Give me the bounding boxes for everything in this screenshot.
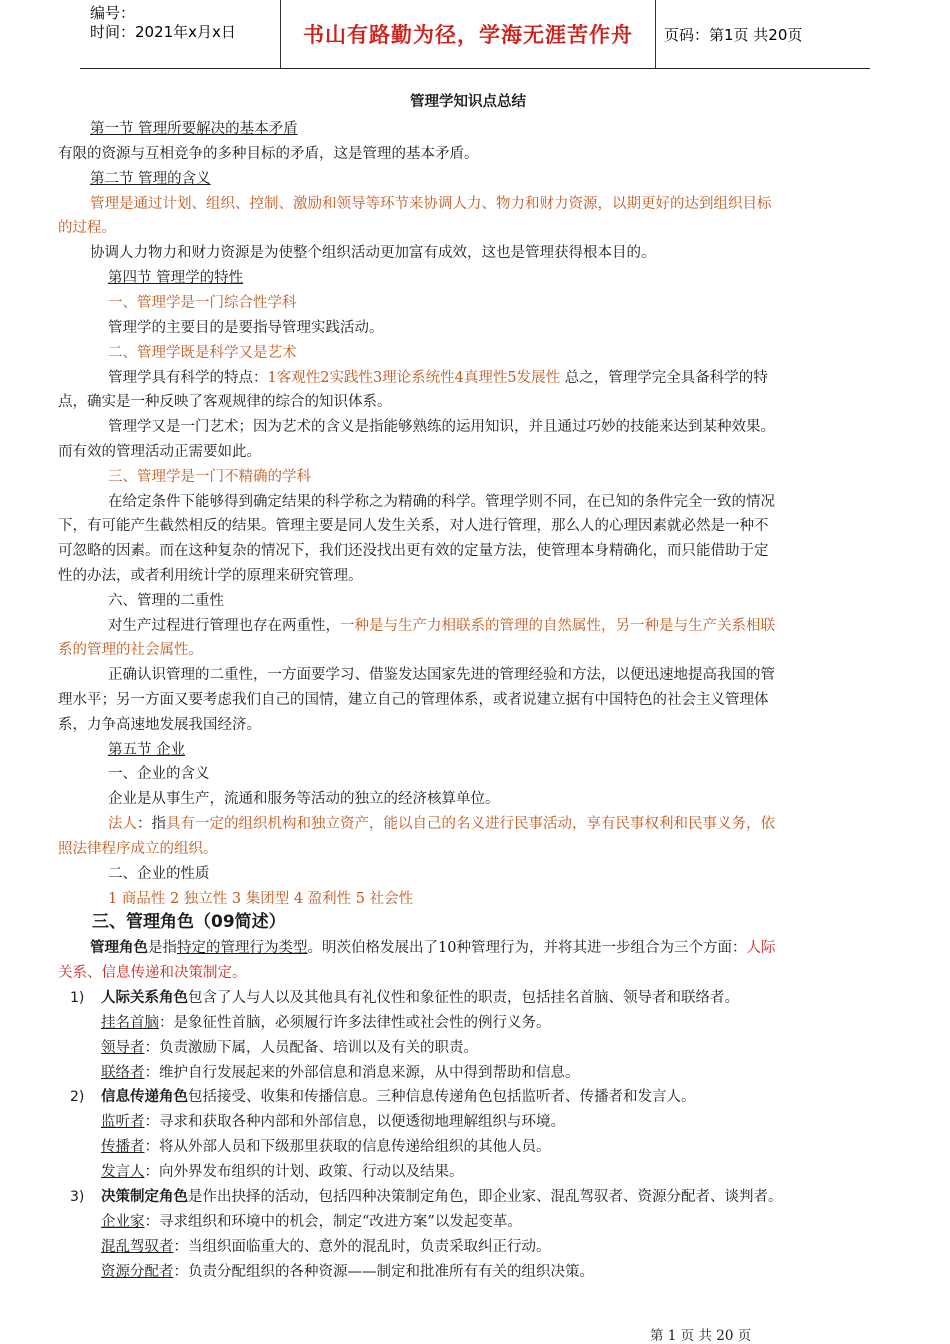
paragraph-line: 协调人力物力和财力资源是为使整个组织活动更加富有成效，这也是管理获得根本目的。 <box>90 245 656 261</box>
highlight-run: 法人 <box>108 816 137 832</box>
paragraph-line: 下，有可能产生截然相反的结果。管理主要是同人发生关系，对人进行管理，那么人的心理因素就必然是一种不 <box>58 518 769 534</box>
text-run: ：向外界发布组织的计划、政策、行动以及结果。 <box>144 1164 464 1180</box>
text-run: 是作出抉择的活动，包括四种决策制定角色，即企业家、混乱驾驭者、资源分配者、谈判者。 <box>188 1189 783 1205</box>
subheading: 二、管理学既是科学又是艺术 <box>108 345 297 361</box>
paragraph-line: 正确认识管理的二重性，一方面要学习、借鉴发达国家先进的管理经验和方法，以便迅速地提高我国的管 <box>108 667 775 683</box>
text-run: 包含了人与人以及其他具有礼仪性和象征性的职责，包括挂名首脑、领导者和联络者。 <box>188 990 739 1006</box>
highlight-run: 人际 <box>746 940 776 956</box>
term-run: 挂名首脑 <box>101 1015 159 1031</box>
list-item <box>101 1087 696 1107</box>
paragraph-line <box>108 368 768 388</box>
text-run: 总之，管理学完全具备科学的特 <box>560 370 768 386</box>
subheading: 一、企业的含义 <box>108 766 210 782</box>
highlight-run: 一种是与生产力相联系的管理的自然属性，另一种是与生产关系相联 <box>340 618 775 634</box>
paragraph-line: 理水平；另一方面又要考虑我们自己的国情，建立自己的管理体系，或者说建立据有中国特色的社会主义管理体 <box>58 692 769 708</box>
section-heading: 第四节 管理学的特性 <box>108 270 244 286</box>
term-run: 联络者 <box>101 1065 145 1081</box>
time-label: 时间：2021年x月x日 <box>90 23 236 41</box>
list-number: 1) <box>70 990 85 1006</box>
list-item <box>101 1212 522 1232</box>
page-footer: 第 1 页 共 20 页 <box>650 1328 752 1344</box>
definition-line: 关系、信息传递和决策制定。 <box>58 965 247 981</box>
term-run: 信息传递角色 <box>101 1089 188 1105</box>
term-run: 人际关系角色 <box>101 990 188 1006</box>
paragraph-line: 在给定条件下能够得到确定结果的科学称之为精确的科学。管理学则不同，在已知的条件完全一致的情况 <box>108 494 775 510</box>
section-heading: 第五节 企业 <box>108 742 186 758</box>
subheading: 三、管理学是一门不精确的学科 <box>108 469 311 485</box>
term-run: 决策制定角色 <box>101 1189 188 1205</box>
text-run: 管理学具有科学的特点： <box>108 370 268 386</box>
list-item <box>101 1162 464 1182</box>
term-run: 资源分配者 <box>101 1264 174 1280</box>
text-run: ：将从外部人员和下级那里获取的信息传递给组织的其他人员。 <box>144 1139 551 1155</box>
property-list: 1 商品性 2 独立性 3 集团型 4 盈利性 5 社会性 <box>108 891 414 907</box>
list-item <box>101 1262 594 1282</box>
list-item <box>101 1137 551 1157</box>
text-run: ：维护自行发展起来的外部信息和消息来源，从中得到帮助和信息。 <box>144 1065 580 1081</box>
document-title: 管理学知识点总结 <box>410 94 526 110</box>
list-item <box>101 1063 580 1083</box>
term-run: 领导者 <box>101 1040 145 1056</box>
list-item <box>101 1038 478 1058</box>
definition-line: 管理是通过计划、组织、控制、激励和领导等环节来协调人力、物力和财力资源，以期更好的达到组织目标 <box>90 196 772 212</box>
text-run: ：负责分配组织的各种资源——制定和批准所有有关的组织决策。 <box>173 1264 594 1280</box>
text-run: ：当组织面临重大的、意外的混乱时，负责采取纠正行动。 <box>173 1239 551 1255</box>
list-item <box>101 1013 551 1033</box>
header-meta <box>90 4 280 42</box>
underlined-run: 特定的管理行为类型 <box>177 940 308 956</box>
text-run: ：负责激励下属，人员配备、培训以及有关的职责。 <box>144 1040 478 1056</box>
term-run: 传播者 <box>101 1139 145 1155</box>
paragraph-line: 而有效的管理活动正需要如此。 <box>58 444 261 460</box>
paragraph-line <box>108 616 775 636</box>
text-run: ：指 <box>137 816 166 832</box>
term-run: 混乱驾驭者 <box>101 1239 174 1255</box>
section-heading: 第二节 管理的含义 <box>90 171 211 187</box>
text-run: ：是象征性首脑，必须履行许多法律性或社会性的例行义务。 <box>159 1015 551 1031</box>
paragraph-line: 管理学的主要目的是要指导管理实践活动。 <box>108 320 384 336</box>
list-item <box>101 1112 565 1132</box>
paragraph-line: 管理学又是一门艺术；因为艺术的含义是指能够熟练的运用知识，并且通过巧妙的技能来达到某种效果。 <box>108 419 775 435</box>
term-run: 管理角色 <box>90 940 148 956</box>
header-motto: 书山有路勤为径，学海无涯苦作舟 <box>280 0 656 68</box>
term-run: 发言人 <box>101 1164 145 1180</box>
highlight-run: 1客观性2实践性3理论系统性4真理性5发展性 <box>267 370 561 386</box>
paragraph-line <box>90 938 775 958</box>
list-item <box>101 988 739 1008</box>
paragraph-line: 性的办法，或者利用统计学的原理来研究管理。 <box>58 568 363 584</box>
text-run: 。明茨伯格发展出了10种管理行为，并将其进一步组合为三个方面： <box>307 940 747 956</box>
paragraph-line: 有限的资源与互相竞争的多种目标的矛盾，这是管理的基本矛盾。 <box>58 146 479 162</box>
chapter-heading: 三、管理角色（09简述） <box>92 912 286 932</box>
term-run: 企业家 <box>101 1214 145 1230</box>
paragraph-line: 系，力争高速地发展我国经济。 <box>58 717 261 733</box>
text-run: ：寻求和获取各种内部和外部信息，以便透彻地理解组织与环境。 <box>144 1114 565 1130</box>
section-heading: 第一节 管理所要解决的基本矛盾 <box>90 121 298 137</box>
text-run: 包括接受、收集和传播信息。三种信息传递角色包括监听者、传播者和发言人。 <box>188 1089 696 1105</box>
text-run: 是指 <box>148 940 177 956</box>
definition-line: 的过程。 <box>58 220 116 236</box>
paragraph-line: 点，确实是一种反映了客观规律的综合的知识体系。 <box>58 394 392 410</box>
text-run: 对生产过程进行管理也存在两重性， <box>108 618 340 634</box>
definition-line: 系的管理的社会属性。 <box>58 642 203 658</box>
paragraph-line: 企业是从事生产，流通和服务等活动的独立的经济核算单位。 <box>108 791 500 807</box>
number-label: 编号： <box>90 4 136 22</box>
page-header <box>80 0 870 69</box>
list-number: 2) <box>70 1089 85 1105</box>
subheading: 六、管理的二重性 <box>108 593 224 609</box>
list-number: 3) <box>70 1189 85 1205</box>
subheading: 一、管理学是一门综合性学科 <box>108 295 297 311</box>
paragraph-line: 可忽略的因素。而在这种复杂的情况下，我们还没找出更有效的定量方法，使管理本身精确化，而只能借助于定 <box>58 543 769 559</box>
text-run: ：寻求组织和环境中的机会，制定“改进方案”以发起变革。 <box>144 1214 522 1230</box>
list-item <box>101 1187 783 1207</box>
header-page-info: 页码：第1页 共20页 <box>664 26 803 44</box>
definition-line: 照法律程序成立的组织。 <box>58 841 218 857</box>
highlight-run: 具有一定的组织机构和独立资产，能以自己的名义进行民事活动，享有民事权利和民事义务，依 <box>166 816 775 832</box>
paragraph-line <box>108 814 775 834</box>
term-run: 监听者 <box>101 1114 145 1130</box>
list-item <box>101 1237 551 1257</box>
subheading: 二、企业的性质 <box>108 866 210 882</box>
